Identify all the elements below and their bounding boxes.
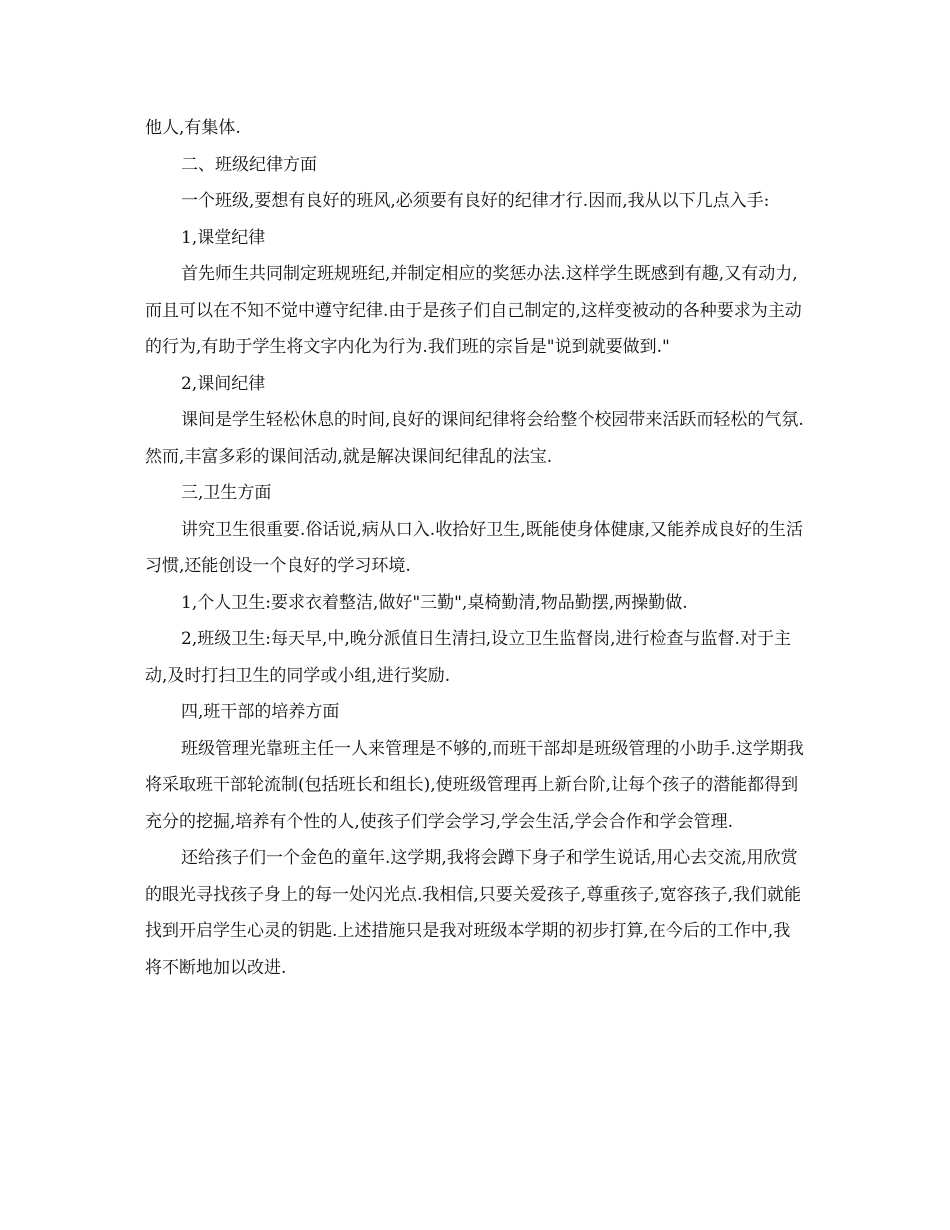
paragraph: 课间是学生轻松休息的时间,良好的课间纪律将会给整个校园带来活跃而轻松的气氛.然而,丰富多彩的课间活动,就是解决课间纪律乱的法宝.	[145, 410, 804, 467]
list-item-personal-hygiene: 1,个人卫生:要求衣着整洁,做好"三勤",桌椅勤清,物品勤摆,两操勤做.	[181, 592, 688, 613]
subheading-break-discipline: 2,课间纪律	[181, 373, 266, 394]
paragraph-closing: 还给孩子们一个金色的童年.这学期,我将会蹲下身子和学生说话,用心去交流,用欣赏的眼光寻找孩子身上的每一处闪光点.我相信,只要关爱孩子,尊重孩子,宽容孩子,我们就能找到开启学生心灵的钥匙.上述措施只是我对班级本学期的初步打算,在今后的工作中,我将不断地加以改进.	[145, 848, 802, 978]
paragraph: 首先师生共同制定班规班纪,并制定相应的奖惩办法.这样学生既感到有趣,又有动力,而且可以在不知不觉中遵守纪律.由于是孩子们自己制定的,这样变被动的各种要求为主动的行为,有助于学生将文字内化为行为.我们班的宗旨是"说到就要做到."	[145, 264, 802, 357]
paragraph: 讲究卫生很重要.俗话说,病从口入.收拾好卫生,既能使身体健康,又能养成良好的生活习惯,还能创设一个良好的学习环境.	[145, 519, 804, 576]
section-heading-discipline: 二、班级纪律方面	[181, 154, 317, 175]
paragraph-continuation: 他人,有集体.	[145, 118, 241, 138]
section-heading-class-cadres: 四,班干部的培养方面	[181, 702, 340, 722]
list-item-class-hygiene: 2,班级卫生:每天早,中,晚分派值日生清扫,设立卫生监督岗,进行检查与监督.对于主动,及时打扫卫生的同学或小组,进行奖励.	[145, 629, 791, 686]
paragraph: 班级管理光靠班主任一人来管理是不够的,而班干部却是班级管理的小助手.这学期我将采取班干部轮流制(包括班长和组长),使班级管理再上新台阶,让每个孩子的潜能都得到充分的挖掘,培养有个性的人,使孩子们学会学习,学会生活,学会合作和学会管理.	[145, 738, 804, 832]
document-body	[145, 110, 807, 986]
section-heading-hygiene: 三,卫生方面	[181, 483, 272, 503]
subheading-classroom-discipline: 1,课堂纪律	[181, 227, 266, 248]
paragraph: 一个班级,要想有良好的班风,必须要有良好的纪律才行.因而,我从以下几点入手:	[181, 191, 770, 211]
